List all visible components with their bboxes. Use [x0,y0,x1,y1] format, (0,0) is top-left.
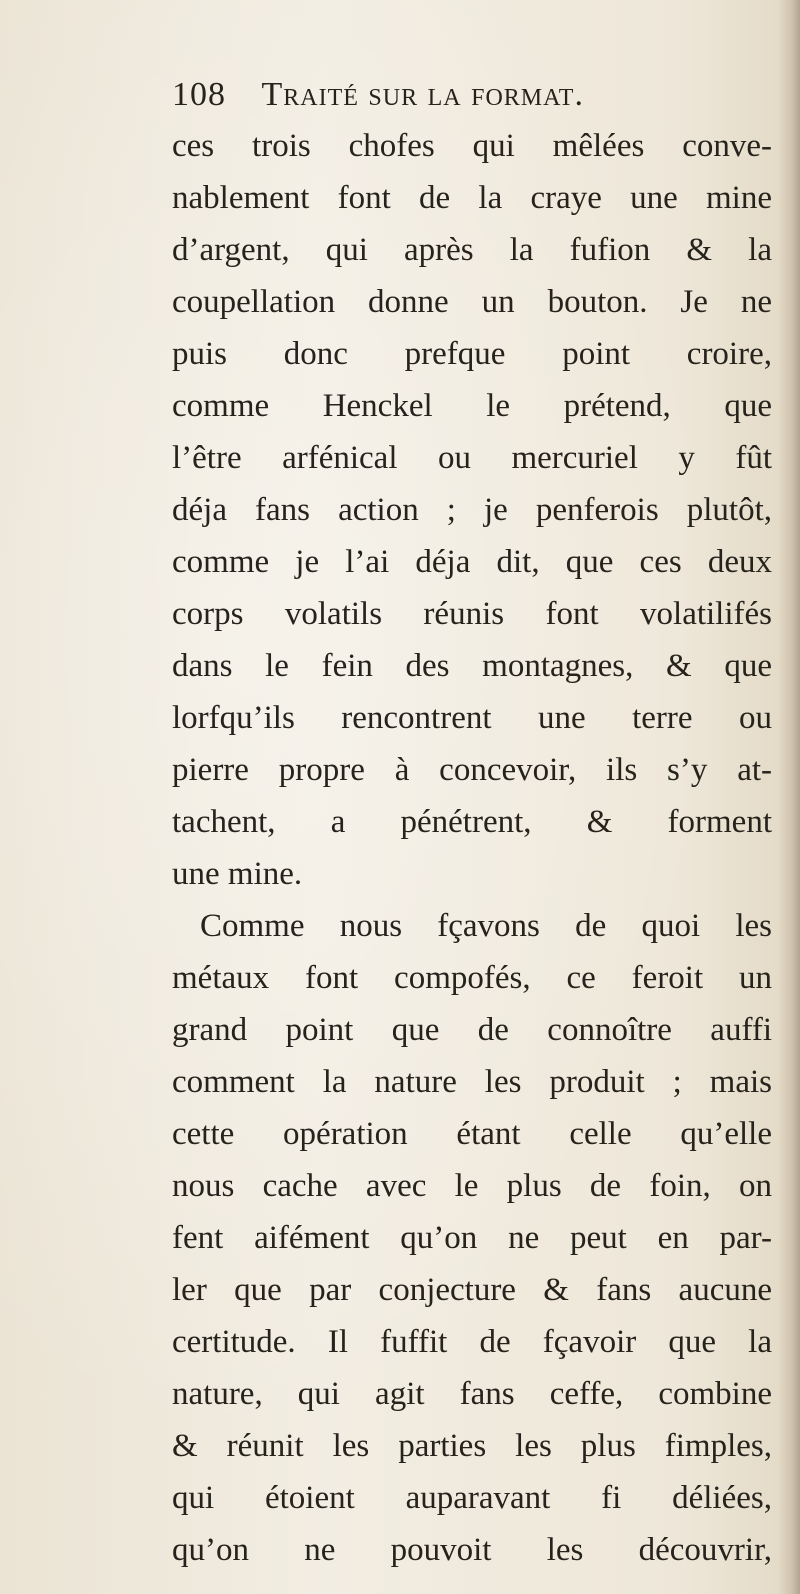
text-line: nous cache avec le plus de foin, on [172,1168,772,1204]
text-line: fent aifément qu’on ne peut en par- [172,1220,772,1256]
page-number: 108 [172,76,226,113]
text-line: puis donc prefque point croire, [172,336,772,372]
text-line: métaux font compofés, ce feroit un [172,960,772,996]
text-line: ler que par conjecture & fans aucune [172,1272,772,1308]
text-line: pierre propre à concevoir, ils s’y at- [172,752,772,788]
page-edge-shadow [778,0,800,1594]
text-line: comme Henckel le prétend, que [172,388,772,424]
text-line: nature, qui agit fans ceffe, combine [172,1376,772,1412]
text-line: nablement font de la craye une mine [172,180,772,216]
text-line: déja fans action ; je penferois plutôt, [172,492,772,528]
text-line: lorfqu’ils rencontrent une terre ou [172,700,772,736]
text-line: corps volatils réunis font volatilifés [172,596,772,632]
text-line: une mine. [172,856,303,892]
text-line: grand point que de connoître auffi [172,1012,772,1048]
text-line: cette opération étant celle qu’elle [172,1116,772,1152]
text-line: dans le fein des montagnes, & que [172,648,772,684]
text-line: l’être arfénical ou mercuriel y fût [172,440,772,476]
paragraph-first-line: Comme nous fçavons de quoi les [200,908,772,944]
text-line: tachent, a pénétrent, & forment [172,804,772,840]
text-line: comme je l’ai déja dit, que ces deux [172,544,772,580]
running-title: Traité sur la format. [261,76,584,113]
text-line: & réunit les parties les plus fimples, [172,1428,772,1464]
page-header [172,76,772,126]
text-line: comment la nature les produit ; mais [172,1064,772,1100]
text-line: qui étoient auparavant fi déliées, [172,1480,772,1516]
text-line: ces trois chofes qui mêlées conve- [172,128,772,164]
text-line: coupellation donne un bouton. Je ne [172,284,772,320]
text-line: d’argent, qui après la fufion & la [172,232,772,268]
text-line: certitude. Il fuffit de fçavoir que la [172,1324,772,1360]
text-line: qu’on ne pouvoit les découvrir, [172,1532,772,1568]
